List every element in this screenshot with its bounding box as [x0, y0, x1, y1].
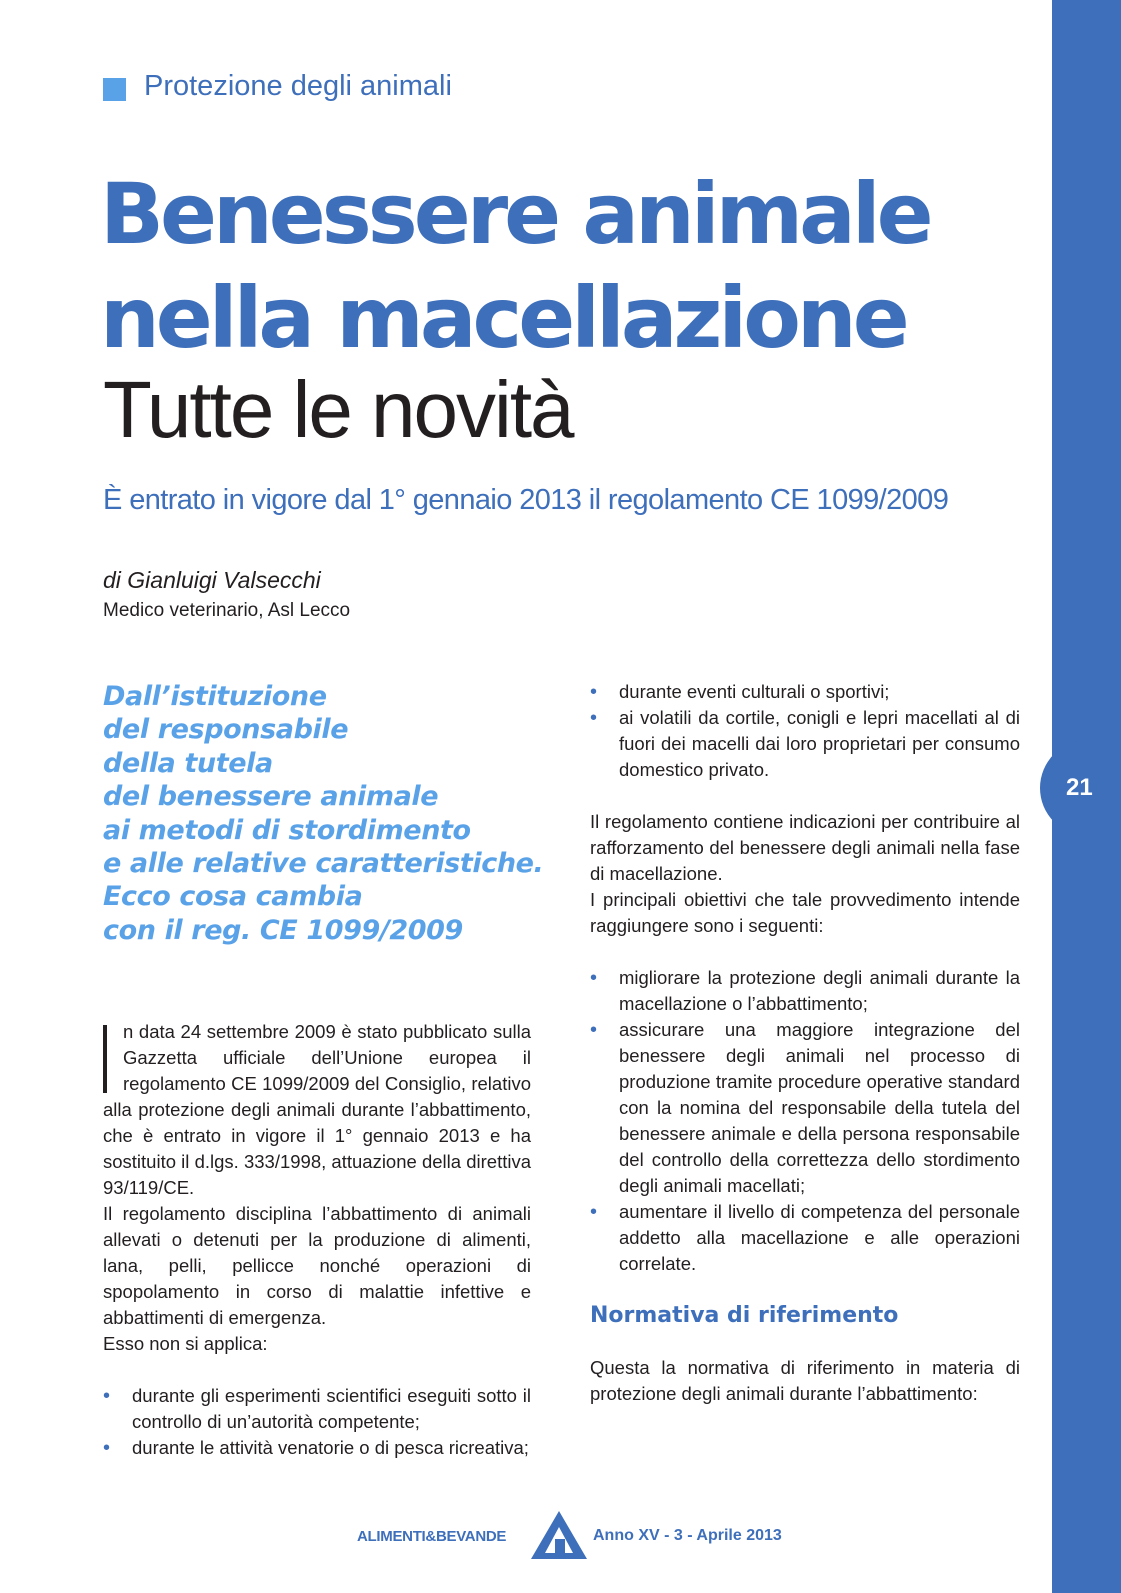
- bullet-icon: •: [590, 1019, 598, 1041]
- lead-line: del responsabile: [103, 714, 349, 746]
- intro-text: n data 24 settembre 2009 è stato pubblicato sulla Gazzetta ufficiale dell’Unione europea il regolamento CE 1099/2009 del Consiglio, relativo alla protezione degli animali durante l’abbattimento, che è entrato in vigore il 1° gennaio 2013 e ha sostituito il d.lgs. 333/1998, attuazione della direttiva 93/119/CE.: [103, 1021, 531, 1198]
- issue-info: Anno XV - 3 - Aprile 2013: [593, 1527, 782, 1544]
- list-item: • durante gli esperimenti scientifici eseguiti sotto il controllo di un’autorità competente;: [103, 1385, 531, 1432]
- publication-name: ALIMENTI&BEVANDE: [357, 1528, 507, 1545]
- author-name: di Gianluigi Valsecchi: [103, 567, 321, 593]
- title-line-2: nella macellazione: [100, 269, 906, 367]
- right-column: [590, 679, 1020, 1407]
- lead-line: ai metodi di stordimento: [103, 814, 471, 846]
- section-label: Protezione degli animali: [144, 70, 452, 102]
- list-item: • durante le attività venatorie o di pesca ricreativa;: [103, 1437, 529, 1459]
- lead-line: Dall’istituzione: [103, 681, 327, 712]
- bullet-icon: •: [590, 707, 598, 729]
- body-paragraph: Questa la normativa di riferimento in materia di protezione degli animali durante l’abbattimento:: [590, 1357, 1020, 1404]
- lead-line: della tutela: [103, 747, 273, 779]
- bullet-icon: •: [590, 681, 598, 703]
- left-column: [103, 1019, 531, 1461]
- lead-line: e alle relative caratteristiche.: [103, 848, 544, 880]
- bullet-icon: •: [103, 1385, 111, 1407]
- body-paragraph: Il regolamento disciplina l’abbattimento di animali allevati o detenuti per la produzione di alimenti, lana, pelli, pellicce nonché operazioni di spopolamento in corso di malattie infettive e abbattimenti di emergenza.: [103, 1203, 531, 1328]
- section-marker: [103, 78, 126, 101]
- author-affiliation: Medico veterinario, Asl Lecco: [103, 600, 351, 621]
- bullet-icon: •: [590, 1201, 598, 1223]
- lead-line: del benessere animale: [103, 781, 439, 813]
- bullet-icon: •: [590, 967, 598, 989]
- body-paragraph: I principali obiettivi che tale provvedimento intende raggiungere sono i seguenti:: [590, 889, 1020, 936]
- list-item: • ai volatili da cortile, conigli e lepri macellati al di fuori dei macelli dai loro proprietari per consumo domestico privato.: [590, 707, 1020, 780]
- body-paragraph: Il regolamento contiene indicazioni per contribuire al rafforzamento del benessere degli animali nella fase di macellazione.: [590, 811, 1020, 884]
- objectives-list: [590, 965, 1020, 1277]
- intro-paragraph: [103, 1019, 531, 1201]
- bullet-icon: •: [103, 1437, 111, 1459]
- lead-line: Ecco cosa cambia: [103, 881, 363, 913]
- exclusions-list: [103, 1383, 531, 1461]
- list-item: • durante eventi culturali o sportivi;: [590, 681, 890, 703]
- list-item: • migliorare la protezione degli animali durante la macellazione o l’abbattimento;: [590, 967, 1020, 1014]
- publication-logo-icon: [529, 1509, 589, 1561]
- list-item: • assicurare una maggiore integrazione del benessere degli animali nel processo di produzione tramite procedure operative standard con la nomina del responsabile della tutela del benessere animale e della persona responsabile del controllo della correttezza dello stordimento degli animali macellati;: [590, 1019, 1020, 1196]
- drop-cap: [103, 1025, 115, 1093]
- title-line-3: Tutte le novità: [103, 365, 573, 454]
- section-heading: Normativa di riferimento: [590, 1303, 899, 1328]
- list-item: • aumentare il livello di competenza del personale addetto alla macellazione e alle operazioni correlate.: [590, 1201, 1020, 1274]
- article-subtitle: È entrato in vigore dal 1° gennaio 2013 il regolamento CE 1099/2009: [103, 484, 949, 516]
- exclusions-list-continued: [590, 679, 1020, 783]
- body-paragraph: Esso non si applica:: [103, 1333, 268, 1354]
- lead-line: con il reg. CE 1099/2009: [103, 914, 463, 946]
- article-title: [100, 162, 930, 370]
- title-line-1: Benessere animale: [100, 165, 930, 263]
- lead-text: [103, 680, 543, 947]
- page-number: 21: [1040, 740, 1121, 836]
